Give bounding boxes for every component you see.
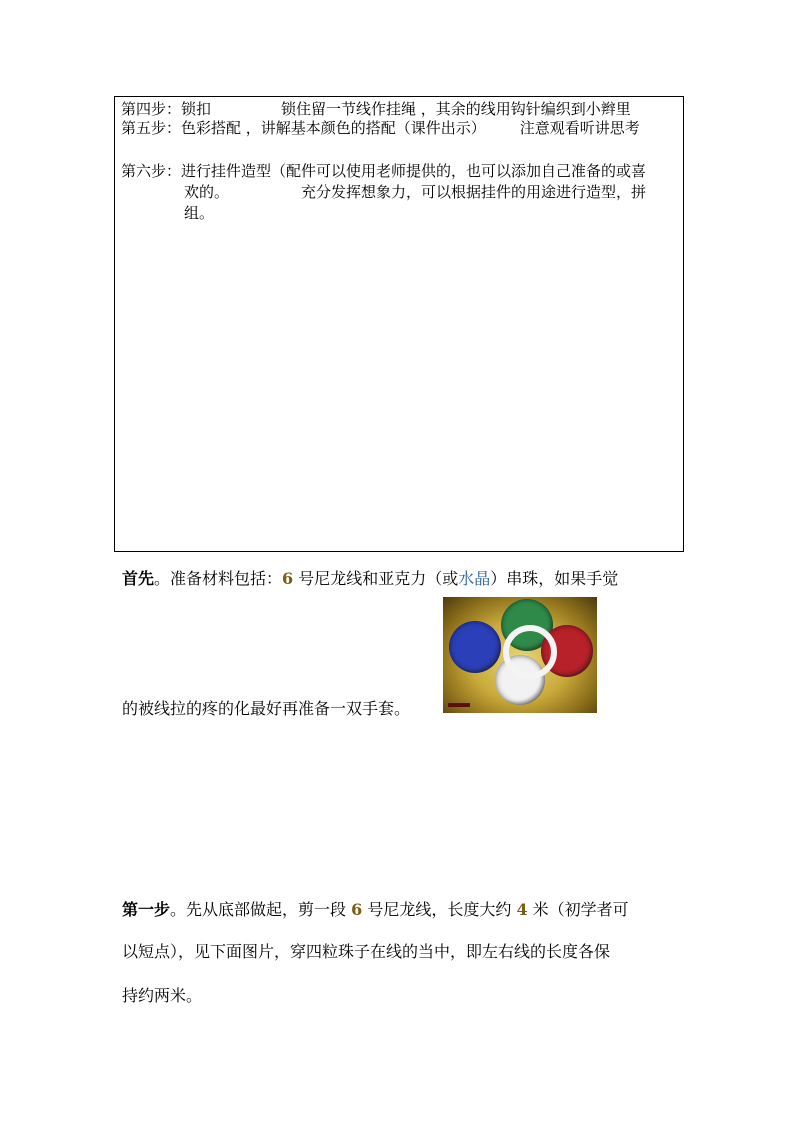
step4-label: 第四步：: [121, 100, 182, 118]
intro-number: 6: [282, 569, 294, 588]
white-ring: [503, 625, 557, 679]
step1-text-line3: 持约两米。: [122, 986, 203, 1005]
step1-text-2: 号尼龙线，长度大约: [362, 900, 517, 919]
step5-line: [121, 119, 640, 137]
step6-line2: [184, 183, 646, 201]
step5-text-a: 色彩搭配 ，讲解基本颜色的搭配（课件出示）: [181, 119, 486, 137]
step6-text-3: 组。: [184, 204, 215, 222]
step6-line3: [184, 204, 214, 222]
step5-text-b: 注意观看听讲思考: [519, 119, 640, 137]
step6-text-1: 进行挂件造型（配件可以使用老师提供的，也可以添加自己准备的或喜: [181, 162, 647, 180]
step1-text-line2: 以短点），见下面图片，穿四粒珠子在线的当中，即左右线的长度各保: [122, 942, 611, 961]
intro-text-2: 号尼龙线和亚克力（或: [293, 569, 459, 588]
intro-lead: 首先: [122, 569, 155, 588]
step1-lead: 第一步: [122, 900, 171, 919]
step1-line3: [122, 983, 202, 1006]
steps-table-cell: [114, 96, 684, 552]
step6-text-2a: 欢的。: [184, 183, 230, 201]
step5-label: 第五步：: [121, 119, 182, 137]
intro-text-1: 。准备材料包括：: [154, 569, 283, 588]
step4-line: [121, 100, 631, 118]
intro-text-3: ）串珠，如果手觉: [490, 569, 619, 588]
intro-text-line2: 的被线拉的疼的化最好再准备一双手套。: [122, 699, 411, 718]
step4-text-b: 锁住留一节线作挂绳 ，其余的线用钩针编织到小辫里: [281, 100, 631, 118]
step1-number-1: 6: [351, 900, 363, 919]
step1-line1: [122, 897, 629, 920]
blue-beads-dish: [449, 621, 501, 673]
intro-line2: [122, 696, 410, 719]
step1-text-3: 米（初学者可: [527, 900, 629, 919]
intro-line1: [122, 566, 618, 589]
step6-text-2b: 充分发挥想象力，可以根据挂件的用途进行造型，拼: [301, 183, 647, 201]
step6-label: 第六步：: [121, 162, 182, 180]
step1-line2: [122, 939, 610, 962]
step6-line1: [121, 162, 646, 180]
step1-number-2: 4: [516, 900, 528, 919]
photo-watermark: [448, 703, 470, 707]
beads-photo: [443, 597, 597, 713]
crystal-link[interactable]: 水晶: [458, 569, 491, 588]
step4-text-a: 锁扣: [181, 100, 212, 118]
step1-text-1: 。先从底部做起，剪一段: [170, 900, 352, 919]
